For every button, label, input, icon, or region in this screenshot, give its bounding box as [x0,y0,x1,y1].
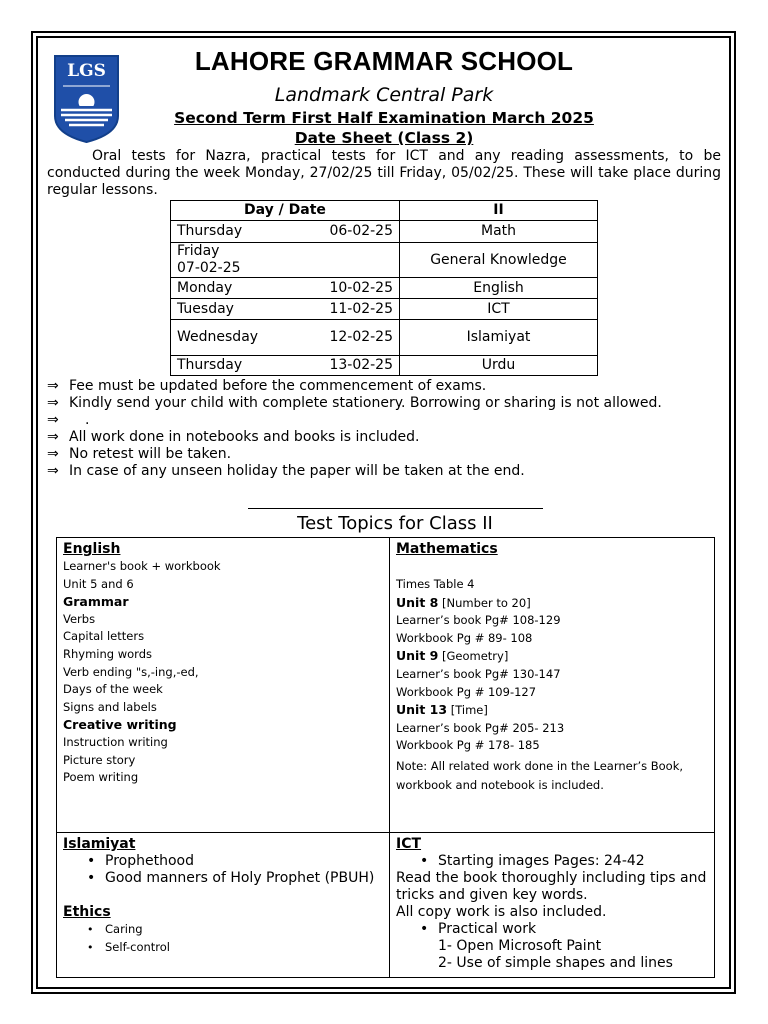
date: 10-02-25 [329,279,393,296]
english-heading: English [63,541,121,557]
subject: ICT [400,299,598,320]
bullet-icon: • [87,923,94,936]
arrow-icon: ⇒ [47,463,59,479]
day: Monday [177,279,233,296]
list-item: ⇒ Fee must be updated before the commencement of exams. [47,378,487,394]
arrow-icon: ⇒ [47,429,59,445]
bullet-icon: • [87,870,96,886]
campus-name: Landmark Central Park [274,84,494,106]
date: 11-02-25 [329,300,393,317]
creative-heading: Creative writing [63,717,177,733]
subject: Islamiyat [400,320,598,356]
table-row [171,278,598,299]
bullet-icon: • [87,853,96,869]
topics-row [57,833,715,978]
arrow-icon: ⇒ [47,446,59,462]
day: Wednesday [177,329,259,345]
day-date-cell [171,320,400,356]
svg-text:LGS: LGS [67,61,106,81]
subject: Urdu [400,356,598,376]
notes-list [47,378,727,480]
arrow-icon: ⇒ [47,378,59,394]
day-date-cell [171,356,400,376]
list-item: ⇒ . [47,412,90,428]
day-date-cell [171,221,400,243]
ethics-heading: Ethics [63,904,111,920]
intro-paragraph: Oral tests for Nazra, practical tests for ICT and any reading assessments, to be conducted during the week Monday, 27/02/25 till Friday, 05/02/25. These will take place during regular lessons. [47,148,721,198]
grammar-heading: Grammar [63,594,129,610]
day: Tuesday [177,300,234,317]
day: Thursday [177,357,243,373]
math-heading: Mathematics [396,541,498,557]
day-date-cell [171,243,400,278]
bullet-icon: • [420,921,429,937]
islamiyat-cell: Islamiyat • Prophethood • Good manners of Holy Prophet (PBUH) Ethics • Caring • Self-control [57,833,390,978]
ict-cell: ICT • Starting images Pages: 24-42 Read the book thoroughly including tips and tricks and given key words. All copy work is also included. • Practical work 1- Open Microsoft Paint 2- Use of simple shapes and lines [390,833,715,978]
bullet-icon: • [87,940,94,954]
islamiyat-heading: Islamiyat [63,836,136,852]
divider-line [248,508,543,509]
day-date-cell [171,299,400,320]
date: 06-02-25 [329,223,393,239]
math-note: Note: All related work done in the Learner’s Book, workbook and notebook is included. [396,758,684,792]
table-row [171,243,598,278]
table-header-row [171,201,598,221]
arrow-icon: ⇒ [47,412,59,428]
col-header-day: Day / Date [171,201,400,221]
ict-heading: ICT [396,836,422,852]
table-row [171,320,598,356]
math-cell: Mathematics Times Table 4 Unit 8 [Number to 20] Learner’s book Pg# 108-129 Workbook Pg # 89- 108 Unit 9 [Geometry] Learner’s book Pg# 130-147 Workbook Pg # 109-127 Unit 13 [Time] Learner’s book Pg# 205- 213 Workbook Pg # 178- 185 Note: All related work done in the Learner’s Book, workbook and notebook is included. [390,538,715,833]
date: 07-02-25 [177,260,241,276]
list-item: ⇒ No retest will be taken. [47,446,232,462]
day: Friday [177,243,220,259]
english-cell: English Learner's book + workbook Unit 5 and 6 Grammar Verbs Capital letters Rhyming words Verb ending "s,-ing,-ed, Days of the week Signs and labels Creative writing Instruction writing Picture story Poem writing [57,538,390,833]
table-row [171,299,598,320]
bullet-icon: • [420,853,429,869]
list-item: ⇒ In case of any unseen holiday the paper will be taken at the end. [47,463,525,479]
school-name: LAHORE GRAMMAR SCHOOL [194,46,574,76]
subject: Math [400,221,598,243]
topics-table [56,537,715,978]
datesheet-title: Date Sheet (Class 2) [294,129,474,147]
day-date-cell [171,278,400,299]
arrow-icon: ⇒ [47,395,59,411]
subject: English [400,278,598,299]
subject: General Knowledge [400,243,598,278]
table-row [171,221,598,243]
topics-title: Test Topics for Class II [297,513,493,534]
topics-row [57,538,715,833]
table-row [171,356,598,376]
list-item: ⇒ All work done in notebooks and books is included. [47,429,420,445]
exam-title: Second Term First Half Examination March 2025 [174,109,594,127]
list-item: ⇒ Kindly send your child with complete stationery. Borrowing or sharing is not allowed. [47,395,662,411]
day: Thursday [177,223,243,239]
col-header-class: II [400,201,598,221]
datesheet-table [170,200,598,376]
date: 12-02-25 [329,329,393,345]
date: 13-02-25 [329,357,393,373]
